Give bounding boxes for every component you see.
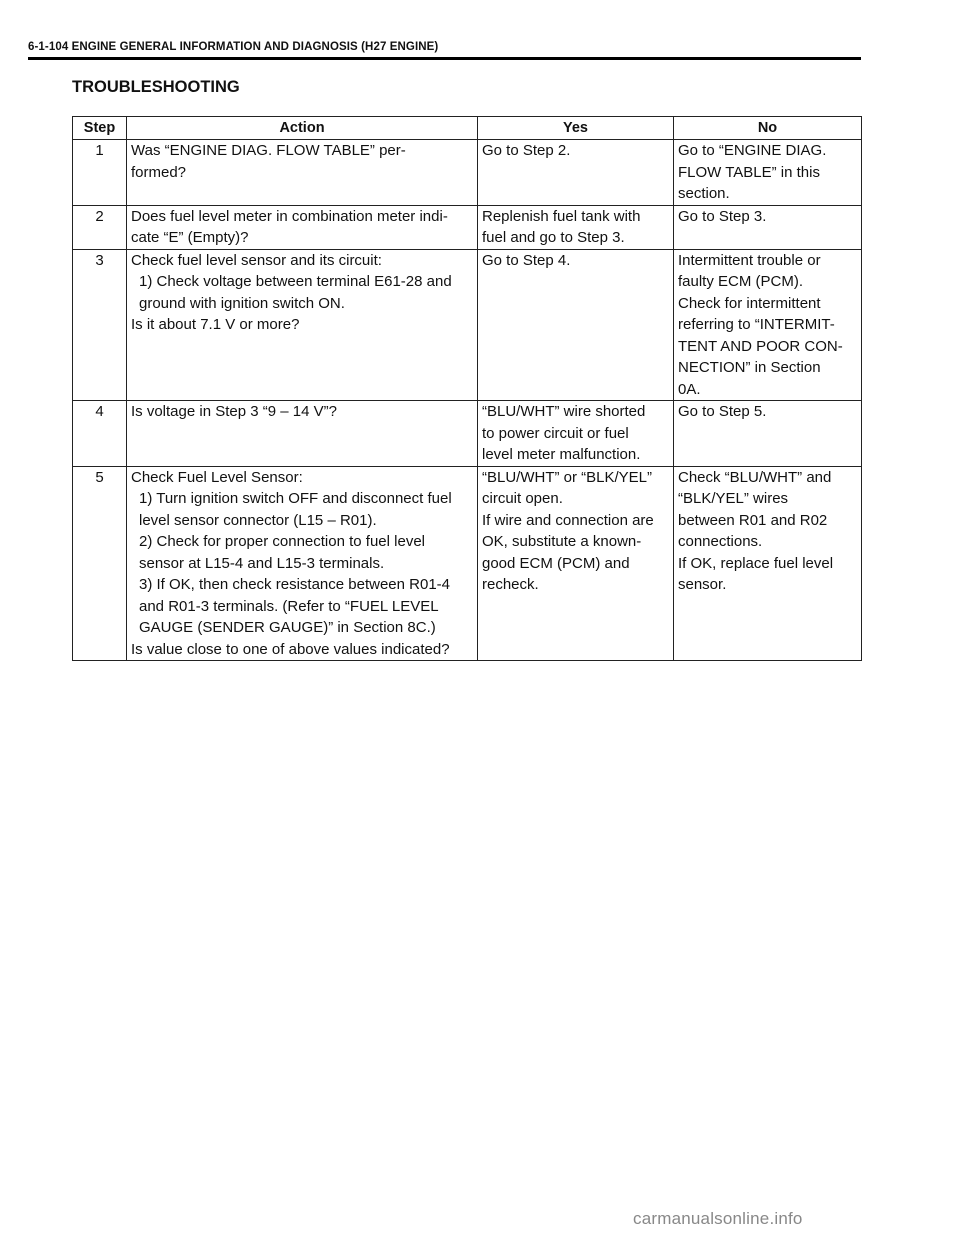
no-cell — [674, 401, 862, 467]
yes-line: “BLU/WHT” or “BLK/YEL” — [482, 468, 653, 486]
no-line: “BLK/YEL” wires — [678, 490, 789, 507]
watermark-text: carmanualsonline.info — [633, 1209, 803, 1228]
action-substep-line: 3) If OK, then check resistance between R01-4 — [139, 576, 450, 593]
yes-cell — [478, 401, 674, 467]
action-substep — [131, 488, 474, 531]
no-line: Go to Step 5. — [678, 403, 767, 420]
step-cell: 3 — [73, 249, 127, 401]
no-cell — [674, 205, 862, 249]
action-cell — [127, 205, 478, 249]
no-line: 0A. — [678, 380, 701, 398]
step-cell: 1 — [73, 140, 127, 206]
action-line: cate “E” (Empty)? — [131, 229, 249, 246]
yes-line: fuel and go to Step 3. — [482, 229, 625, 246]
action-substep — [131, 271, 474, 314]
action-line: Was “ENGINE DIAG. FLOW TABLE” per- — [131, 142, 406, 159]
action-cell — [127, 466, 478, 661]
table-row — [73, 249, 862, 401]
yes-line: to power circuit or fuel — [482, 424, 629, 442]
table-body — [73, 140, 862, 661]
no-cell — [674, 249, 862, 401]
no-line: If OK, replace fuel level — [678, 554, 834, 572]
action-question-line: Is value close to one of above values indicated? — [131, 640, 450, 658]
action-line: Check Fuel Level Sensor: — [131, 468, 303, 486]
column-header-no: No — [674, 117, 862, 140]
yes-line: level meter malfunction. — [482, 446, 641, 463]
action-substep-line: level sensor connector (L15 – R01). — [139, 511, 377, 529]
no-line: Check for intermittent — [678, 294, 821, 312]
table-header-row — [73, 117, 862, 140]
action-line: formed? — [131, 163, 187, 181]
column-header-step: Step — [73, 117, 127, 140]
action-cell — [127, 401, 478, 467]
action-line: Is voltage in Step 3 “9 – 14 V”? — [131, 403, 337, 420]
action-cell — [127, 140, 478, 206]
no-line: between R01 and R02 — [678, 511, 828, 529]
action-substep — [131, 574, 474, 639]
yes-line: good ECM (PCM) and — [482, 554, 630, 572]
no-line: Check “BLU/WHT” and — [678, 468, 832, 486]
action-substep-line: ground with ignition switch ON. — [139, 294, 345, 312]
page-header-title: 6-1-104 ENGINE GENERAL INFORMATION AND DIAGNOSIS (H27 ENGINE) — [28, 41, 439, 53]
yes-cell — [478, 205, 674, 249]
step-cell: 2 — [73, 205, 127, 249]
no-line: section. — [678, 185, 730, 202]
section-title: TROUBLESHOOTING — [72, 78, 240, 96]
action-substep-line: 1) Check voltage between terminal E61-28 and — [139, 273, 452, 290]
yes-line: Go to Step 4. — [482, 251, 571, 269]
table-row — [73, 140, 862, 206]
table-row — [73, 401, 862, 467]
no-line: TENT AND POOR CON- — [678, 337, 843, 355]
yes-line: circuit open. — [482, 490, 563, 507]
no-line: Go to Step 3. — [678, 207, 767, 225]
table-row — [73, 205, 862, 249]
action-substep-line: 2) Check for proper connection to fuel level — [139, 533, 425, 550]
no-line: connections. — [678, 533, 763, 550]
action-line: Does fuel level meter in combination meter indi- — [131, 207, 448, 225]
no-line: sensor. — [678, 576, 727, 593]
yes-cell — [478, 140, 674, 206]
column-header-yes: Yes — [478, 117, 674, 140]
no-line: Intermittent trouble or — [678, 251, 821, 269]
action-substep-line: and R01-3 terminals. (Refer to “FUEL LEVEL — [139, 597, 439, 615]
yes-line: Replenish fuel tank with — [482, 207, 641, 225]
yes-cell — [478, 249, 674, 401]
yes-line: Go to Step 2. — [482, 142, 571, 159]
yes-line: If wire and connection are — [482, 511, 654, 529]
action-question-line: Is it about 7.1 V or more? — [131, 316, 300, 333]
no-line: FLOW TABLE” in this — [678, 163, 820, 181]
action-substep — [131, 531, 474, 574]
yes-line: recheck. — [482, 576, 539, 593]
column-header-action: Action — [127, 117, 478, 140]
no-line: Go to “ENGINE DIAG. — [678, 142, 827, 159]
yes-cell — [478, 466, 674, 661]
no-cell — [674, 140, 862, 206]
no-line: referring to “INTERMIT- — [678, 316, 835, 333]
action-cell — [127, 249, 478, 401]
step-cell: 4 — [73, 401, 127, 467]
header-rule — [28, 57, 861, 60]
no-line: faulty ECM (PCM). — [678, 273, 804, 290]
action-line: Check fuel level sensor and its circuit: — [131, 251, 382, 269]
action-substep-line: 1) Turn ignition switch OFF and disconnect fuel — [139, 490, 452, 507]
table-row — [73, 466, 862, 661]
yes-line: “BLU/WHT” wire shorted — [482, 403, 646, 420]
action-substep-line: GAUGE (SENDER GAUGE)” in Section 8C.) — [139, 619, 436, 636]
troubleshooting-table — [72, 116, 862, 661]
step-cell: 5 — [73, 466, 127, 661]
action-substep-line: sensor at L15-4 and L15-3 terminals. — [139, 554, 385, 572]
no-line: NECTION” in Section — [678, 359, 821, 376]
no-cell — [674, 466, 862, 661]
yes-line: OK, substitute a known- — [482, 533, 642, 550]
